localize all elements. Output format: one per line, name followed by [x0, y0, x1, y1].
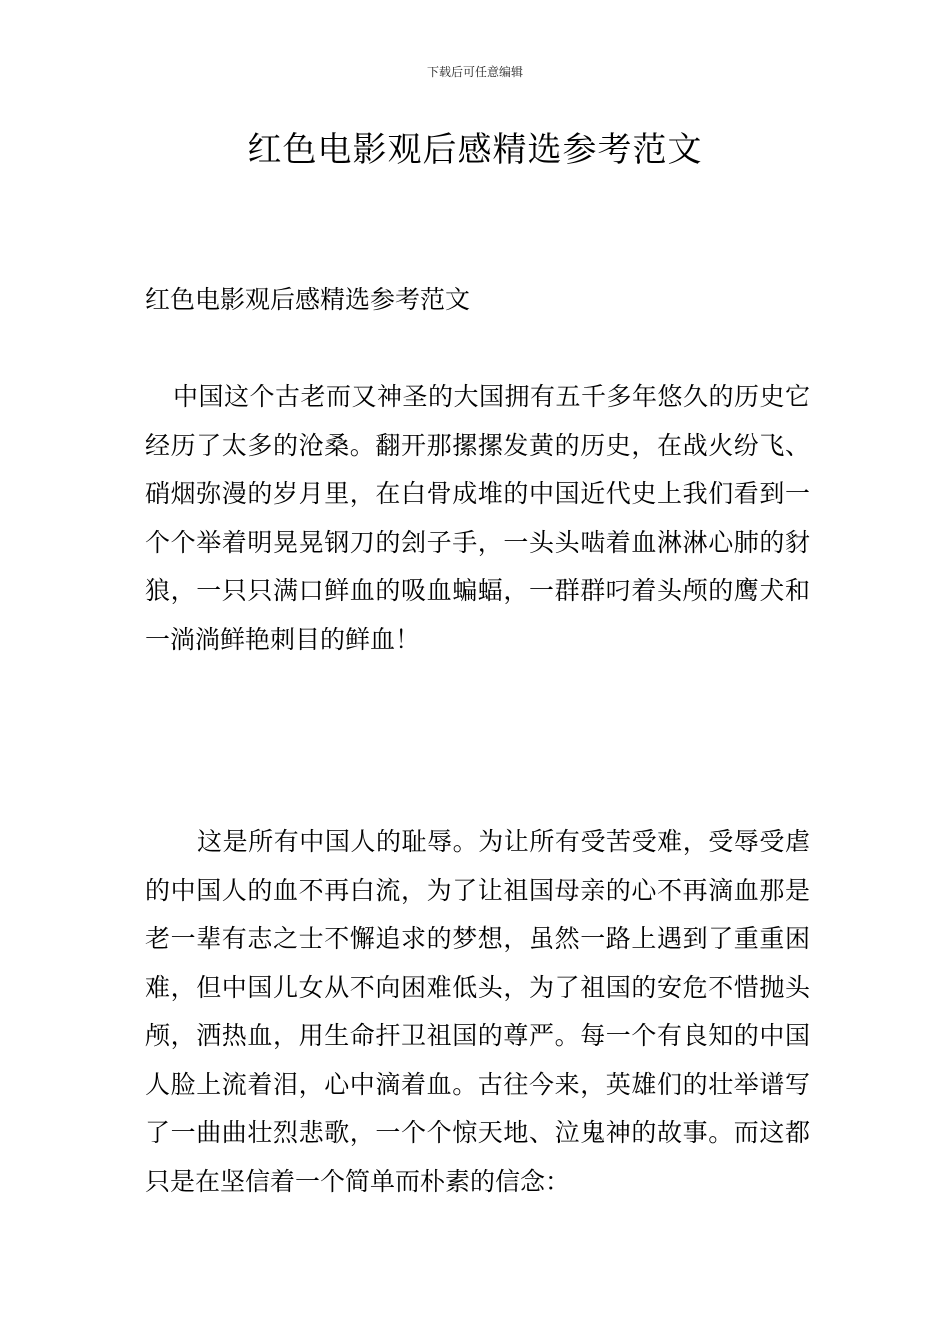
body-paragraph-2: 这是所有中国人的耻辱。为让所有受苦受难，受辱受虐的中国人的血不再白流，为了让祖国母亲的心不再滴血那是老一辈有志之士不懈追求的梦想，虽然一路上遇到了重重困难，但中国儿女从不向困难低头，为了祖国的安危不惜抛头颅，洒热血，用生命扞卫祖国的尊严。每一个有良知的中国人脸上流着泪，心中滴着血。古往今来，英雄们的壮举谱写了一曲曲壮烈悲歌，一个个惊天地、泣鬼神的故事。而这都只是在坚信着一个简单而朴素的信念：	[145, 827, 810, 1196]
document-title: 红色电影观后感精选参考范文	[247, 130, 703, 170]
header-note: 下载后可任意编辑	[426, 65, 523, 79]
body-paragraph-1: 中国这个古老而又神圣的大国拥有五千多年悠久的历史它经历了太多的沧桑。翻开那摞摞发黄的历史，在战火纷飞、硝烟弥漫的岁月里，在白骨成堆的中国近代史上我们看到一个个举着明晃晃钢刀的刽子手，一头头啮着血淋淋心肺的豺狼，一只只满口鲜血的吸血蝙蝠，一群群叼着头颅的鹰犬和一淌淌鲜艳刺目的鲜血！	[145, 382, 810, 654]
document-subtitle: 红色电影观后感精选参考范文	[145, 285, 471, 314]
